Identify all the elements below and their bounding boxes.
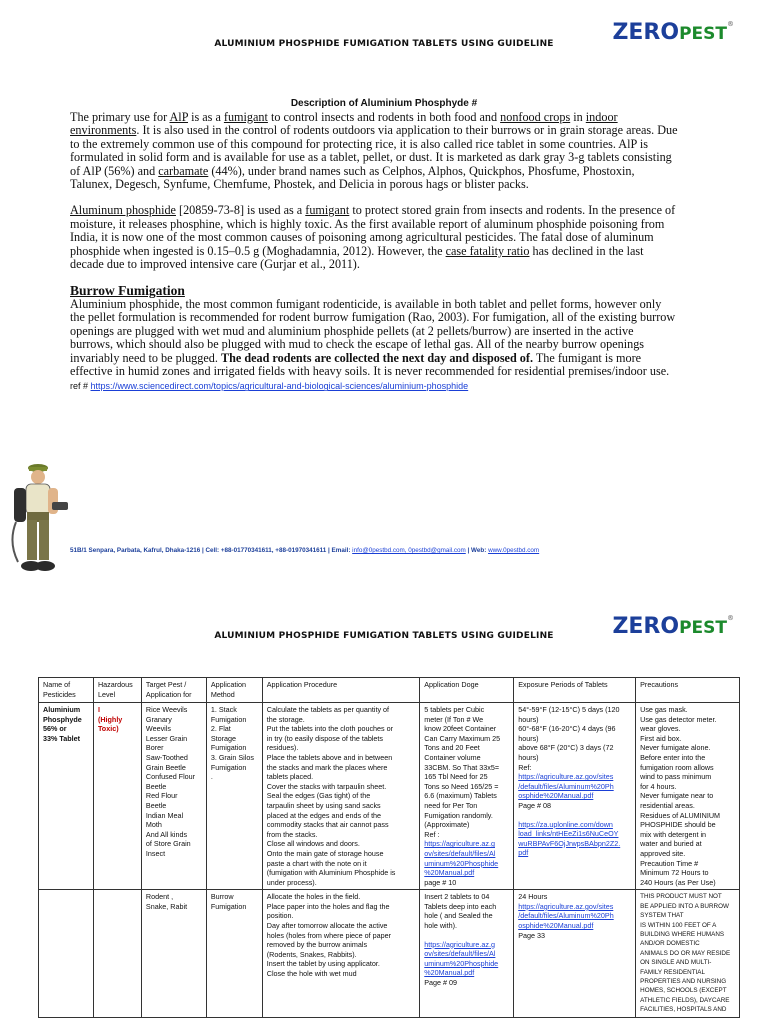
text-line: ANIMALS DO OR MAY RESIDE: [640, 949, 731, 957]
hazard-level-cell: [93, 703, 141, 890]
text-line: Minimum 72 Hours to: [640, 868, 709, 878]
text-line: Close all windows and doors.: [266, 839, 360, 849]
text-line: Fumigation randomly.: [424, 810, 493, 820]
text-line: the storage.: [266, 714, 305, 724]
text-run: has declined in the last decade due to improved intensive care (Gurjar et al., 2011).: [70, 243, 644, 272]
footer-web-link[interactable]: www.0pestbd.com: [488, 547, 540, 554]
text-line: 165 Tbl Need for 25: [424, 772, 488, 782]
text-line: HOMES, SCHOOLS (EXCEPT: [640, 987, 727, 995]
text-line: Beetle: [145, 781, 167, 791]
text-line: Insert the tablet by using applicator.: [266, 959, 380, 969]
text-line: Rodent ,: [145, 892, 174, 902]
header-cell: Exposure Periods of Tablets: [514, 678, 636, 703]
text-line: removed by the burrow animals: [266, 940, 368, 950]
text-line: .: [210, 772, 213, 782]
text-line: Close the hole with wet mud: [266, 969, 357, 979]
pest-control-mascot-image: [8, 462, 70, 580]
text-line: 33CBM. So That 33x5=: [424, 762, 500, 772]
text-run: in: [570, 110, 586, 124]
text-line: ov/sites/default/files/Al: [424, 848, 496, 858]
text-line: Residues of ALUMINIUM: [640, 810, 721, 820]
text-line: commodity stacks that air cannot pass: [266, 820, 389, 830]
table-header-row: [39, 678, 740, 703]
text-line: the stacks and mark the places where: [266, 762, 388, 772]
text-line: FAMILY RESIDENTIAL: [640, 968, 705, 976]
header-cell: Precautions: [636, 678, 740, 703]
text-line: hours): [518, 733, 539, 743]
application-method-cell: [206, 890, 262, 1017]
header-cell: Application Procedure: [262, 678, 420, 703]
text-line: 33% Tablet: [43, 733, 81, 743]
text-line: hole ( and Sealed the: [424, 911, 493, 921]
text-line: Beetle: [145, 800, 167, 810]
text-line: And All kinds: [145, 829, 188, 839]
text-line: First aid box.: [640, 733, 682, 743]
text-line: under process).: [266, 877, 317, 887]
text-run: to control insects and rodents in both food and: [267, 110, 501, 124]
text-line: /default/files/Aluminum%20Ph: [518, 781, 614, 791]
text-line: Day after tomorrow allocate the active: [266, 921, 388, 931]
text-line: in try (to easily dispose of the tablets: [266, 733, 384, 743]
text-run: to protect stored grain from insects and rodents. In the presence of moisture, it releases phosphine, which is highly toxic. As the first available report of aluminum phosphide poisoning from India, it is now one of the most common causes of poisoning among agricultural pesticides. The fatal dose of aluminum phosphide when ingested is 0.15–0.5 g (Moghadamnia, 2012). However, the: [70, 203, 676, 258]
text-line: SYSTEM THAT: [640, 912, 684, 920]
text-line: Fumigation: [210, 714, 247, 724]
text-line: Can Carry Maximum 25: [424, 733, 501, 743]
text-line: Before enter into the: [640, 752, 706, 762]
underlined-term: AlP: [169, 110, 189, 124]
text-line: Insect: [145, 848, 166, 858]
text-line: Moth: [145, 820, 162, 830]
text-line: 1. Stack: [210, 705, 237, 714]
text-line: 3. Grain Silos: [210, 752, 254, 762]
precautions-cell: [636, 703, 740, 890]
header-cell: Name of Pesticides: [39, 678, 94, 703]
text-line: %20Manual.pdf: [424, 968, 475, 978]
burrow-fumigation-heading: Burrow Fumigation: [70, 283, 185, 299]
text-line: pdf: [518, 848, 529, 858]
zeropest-logo: ZEROPEST®: [612, 20, 734, 45]
text-line: hole with).: [424, 921, 458, 931]
text-line: fumigation room allows: [640, 762, 714, 772]
underlined-term: indoor environments: [70, 110, 618, 138]
text-line: of Store Grain: [145, 839, 191, 849]
text-line: Phosphyde: [43, 714, 82, 724]
exposure-period-cell: 54°-59°F (12-15°C) 5 days (120 hours) 60°-68°F (16-20°C) 4 days (96 hours) above 68°F (20°C) 3 days (72 hours) Ref: https://agriculture.az.gov/sites /default/files/Aluminum%20Ph osphide%20Manual.pdf Page # 08 https://za.uplonline.com/down load_links/ntHEeZi1s6NuCeOY wuRBPAvF6OjJrwpsBAbpn2Z2. pdf: [514, 703, 636, 890]
text-line: %20Manual.pdf: [424, 868, 475, 878]
text-line: Snake, Rabit: [145, 901, 188, 911]
document-title: ALUMINIUM PHOSPHIDE FUMIGATION TABLETS USING GUIDELINE: [214, 631, 554, 641]
text-line: osphide%20Manual.pdf: [518, 791, 594, 801]
text-line: 5 tablets per Cubic: [424, 705, 485, 714]
text-line: Tons and 20 Feet: [424, 743, 480, 753]
exposure-reference-link[interactable]: [518, 772, 631, 801]
target-pest-cell: [141, 703, 206, 890]
text-line: IS WITHIN 100 FEET OF A: [640, 921, 717, 929]
text-line: Tons so Need 165/25 =: [424, 781, 499, 791]
text-line: 24 Hours: [518, 892, 548, 902]
text-line: Container volume: [424, 752, 481, 762]
text-line: mix with detergent in: [640, 829, 707, 839]
text-line: PROPERTIES AND NURSING: [640, 977, 727, 985]
application-dose-cell: 5 tablets per Cubic meter (If Ton # We know 20feet Container Can Carry Maximum 25 Tons and 20 Feet Container volume 33CBM. So That 33x5= 165 Tbl Need for 25 Tons so Need 165/25 = 6.6 (maximum) Tablets need for Per Ton Fumigation randomly. (Approximate) Ref : https://agriculture.az.g ov/sites/default/files/Al uminum%20Phosphide %20Manual.pdf page # 10: [420, 703, 514, 890]
text-line: (Highly: [97, 714, 123, 724]
text-line: https://agriculture.az.gov/sites: [518, 772, 614, 782]
text-line: Place the tablets above and in between: [266, 752, 393, 762]
text-line: Seal the edges (Gas tight) of the: [266, 791, 371, 801]
text-line: BUILDING WHERE HUMANS: [640, 930, 725, 938]
application-procedure-cell: [262, 703, 420, 890]
text-line: 60°-68°F (16-20°C) 4 days (96: [518, 724, 616, 734]
text-line: Use gas mask.: [640, 705, 688, 714]
text-line: Place paper into the holes and flag the: [266, 901, 390, 911]
text-line: Never fumigate near to: [640, 791, 714, 801]
text-line: tablets placed.: [266, 772, 314, 782]
text-line: Confused Flour: [145, 772, 196, 782]
zeropest-logo: ZEROPEST®: [612, 614, 734, 639]
text-line: Tablets deep into each: [424, 901, 497, 911]
text-run: (44%), under brand names such as Celphos, Alphos, Quickphos, Phosfume, Phostoxin, Talunex, Degesch, Synfume, Chemfume, Phostek, and Delicia in porous hags or blister packs.: [70, 163, 635, 192]
dose-reference-link[interactable]: [424, 940, 509, 978]
application-dose-cell: Insert 2 tablets to 04 Tablets deep into each hole ( and Sealed the hole with). https://agriculture.az.g ov/sites/default/files/Al uminum%20Phosphide %20Manual.pdf Page # 09: [420, 890, 514, 1017]
header-cell: Target Pest / Application for: [141, 678, 206, 703]
text-line: paste a chart with the note on it: [266, 858, 367, 868]
text-line: /default/files/Aluminum%20Ph: [518, 911, 614, 921]
text-line: hours): [518, 714, 539, 724]
text-run: Aluminium phosphide, the most common fumigant rodenticide, is available in both tablet and pellet forms, however only the pellet formulation is recommended for rodent burrow fumigation (Rao, 2003). For fumigation, all of the existing burrow openings are plugged with wet mud and aluminium phosphide pellets (at 2 pellets/burrow) are inserted in the active burrows, which should also be plugged with mud to check the escape of lethal gas. All of the nearby burrow openings invariably need to be plugged.: [70, 296, 676, 365]
text-line: Saw-Toothed: [145, 752, 188, 762]
text-line: ON SINGLE AND MULTI-: [640, 959, 712, 967]
footer-email-link[interactable]: info@0pestbd.com, 0pestbd@gmail.com: [352, 547, 466, 554]
text-run: The primary use for: [70, 110, 170, 124]
target-pest-cell: [141, 890, 206, 1017]
text-line: wind to pass minimum: [640, 772, 712, 782]
text-run: . It is also used in the control of rodents outdoors via application to their burrows or in grain storage areas. Due to the extremely common use of this compound for protecting rice, it is also called rice tablet in some countries. AlP is formulated in solid form and is available for use as a tablet, pellet, or dust. It is marketed as dark gray 3-g tablets consisting of AlP (56%) and: [70, 123, 678, 178]
text-line: Insert 2 tablets to 04: [424, 892, 490, 902]
text-line: ov/sites/default/files/Al: [424, 949, 496, 959]
underlined-term: carbamate: [158, 163, 209, 178]
text-line: placed at the edges and ends of the: [266, 810, 382, 820]
text-line: uminum%20Phosphide: [424, 858, 499, 868]
text-line: 2. Flat: [210, 724, 231, 734]
exposure-reference-link[interactable]: [518, 902, 631, 931]
text-line: (Approximate): [424, 820, 470, 830]
text-line: osphide%20Manual.pdf: [518, 921, 594, 931]
text-run: The fumigant is more effective in humid zones and irrigated fields with heavy soils. It is never recommended for residential premises/indoor use.: [70, 350, 670, 378]
text-line: know 20feet Container: [424, 724, 497, 734]
text-line: (Rodents, Snakes, Rabbits).: [266, 949, 357, 959]
underlined-term: fumigant: [305, 203, 350, 218]
text-line: Burrow: [210, 892, 234, 902]
text-line: approved site.: [640, 848, 686, 858]
text-line: 54°-59°F (12-15°C) 5 days (120: [518, 705, 620, 714]
table-row-aluminium-phosphide: [39, 703, 740, 890]
text-line: ATHLETIC FIELDS), DAYCARE: [640, 996, 730, 1004]
paragraph-aluminum-phosphide: [70, 204, 678, 271]
text-line: Borer: [145, 743, 164, 753]
text-line: BE APPLIED INTO A BURROW: [640, 902, 729, 910]
text-line: Rice Weevils: [145, 705, 188, 714]
text-line: uminum%20Phosphide: [424, 958, 499, 968]
text-line: Ref:: [518, 762, 532, 772]
reference-link[interactable]: https://www.sciencedirect.com/topics/agricultural-and-biological-sciences/aluminium-phosphide: [90, 381, 469, 392]
text-line: https://agriculture.az.gov/sites: [518, 901, 614, 911]
text-line: 56% or: [43, 724, 67, 734]
header-cell: Application Method: [206, 678, 262, 703]
pesticide-name-cell: [39, 890, 94, 1017]
document-page-2: [0, 586, 768, 1024]
text-line: Put the tablets into the cloth pouches or: [266, 724, 394, 734]
text-line: Fumigation: [210, 743, 247, 753]
exposure-reference-link-2[interactable]: [518, 820, 631, 858]
paragraph-burrow-fumigation: [70, 298, 678, 378]
header-cell: Application Doge: [420, 678, 514, 703]
text-line: Aluminium: [43, 705, 81, 714]
dose-reference-link[interactable]: [424, 839, 509, 877]
text-line: https://agriculture.az.g: [424, 839, 495, 849]
application-method-cell: [206, 703, 262, 890]
text-line: Cover the stacks with tarpaulin sheet.: [266, 781, 387, 791]
text-line: Use gas detector meter.: [640, 714, 717, 724]
footer-contact: 51B/1 Senpara, Parbata, Kafrul, Dhaka-1216 | Cell: +88-01770341611, +88-01970341611 | Email: info@0pestbd.com, 0pestbd@gmail.com | Web: www.0pestbd.com: [70, 547, 540, 554]
text-run: The dead rodents are collected the next day and disposed of.: [220, 350, 533, 365]
table-row-burrow: [39, 890, 740, 1017]
text-run: [20859-73-8] is used as a: [175, 203, 306, 218]
text-line: Lesser Grain: [145, 733, 188, 743]
text-line: https://za.uplonline.com/down: [518, 819, 613, 829]
text-line: wuRBPAvF6OjJrwpsBAbpn2Z2.: [518, 838, 621, 848]
text-line: hours): [518, 752, 539, 762]
text-line: Granary: [145, 714, 172, 724]
text-line: load_links/ntHEeZi1s6NuCeOY: [518, 829, 619, 839]
text-line: for 4 hours.: [640, 781, 677, 791]
underlined-term: Aluminum phosphide: [70, 203, 176, 218]
text-run: is as a: [188, 110, 224, 124]
pesticide-name-cell: [39, 703, 94, 890]
text-line: Allocate the holes in the field.: [266, 892, 361, 902]
text-line: 240 Hours (as Per Use): [640, 877, 716, 887]
guideline-table: [38, 677, 740, 1018]
text-line: water and buried at: [640, 839, 702, 849]
text-line: from the stacks.: [266, 829, 318, 839]
text-line: Indian Meal: [145, 810, 184, 820]
text-line: Fumigation: [210, 762, 247, 772]
text-line: Storage: [210, 733, 237, 743]
text-line: PHOSPHIDE should be: [640, 820, 716, 830]
reference-line: ref # https://www.sciencedirect.com/topics/agricultural-and-biological-sciences/aluminium-phosphide: [70, 381, 469, 392]
text-line: position.: [266, 911, 294, 921]
exposure-period-cell: 24 Hours https://agriculture.az.gov/sites /default/files/Aluminum%20Ph osphide%20Manual.pdf Page 33: [514, 890, 636, 1017]
description-heading: Description of Aluminium Phosphyde #: [290, 98, 478, 109]
paragraph-primary-use: [70, 111, 678, 191]
text-line: Precaution Time #: [640, 858, 699, 868]
text-line: Red Flour: [145, 791, 178, 801]
text-line: https://agriculture.az.g: [424, 939, 495, 949]
body-text: [70, 111, 678, 394]
text-line: Toxic): [97, 724, 119, 734]
text-line: meter (If Ton # We: [424, 714, 484, 724]
text-line: above 68°F (20°C) 3 days (72: [518, 743, 614, 753]
text-line: AND/OR DOMESTIC: [640, 940, 700, 948]
text-line: Onto the main gate of storage house: [266, 848, 384, 858]
text-line: residues).: [266, 743, 299, 753]
text-line: tarpaulin sheet by using sand sacks: [266, 800, 381, 810]
text-line: Grain Beetle: [145, 762, 186, 772]
header-cell: Hazardous Level: [93, 678, 141, 703]
text-line: wear gloves.: [640, 724, 681, 734]
text-line: FACILITIES, HOSPITALS AND: [640, 1006, 727, 1014]
application-procedure-cell: [262, 890, 420, 1017]
document-title: ALUMINIUM PHOSPHIDE FUMIGATION TABLETS USING GUIDELINE: [214, 39, 554, 49]
hazard-level-cell: [93, 890, 141, 1017]
text-line: THIS PRODUCT MUST NOT: [640, 893, 722, 901]
text-line: 6.6 (maximum) Tablets: [424, 791, 497, 801]
underlined-term: nonfood crops: [500, 110, 571, 124]
text-line: need for Per Ton: [424, 800, 478, 810]
text-line: Weevils: [145, 724, 171, 734]
text-line: Never fumigate alone.: [640, 743, 711, 753]
underlined-term: case fatality ratio: [445, 243, 530, 258]
text-line: (fumigation with Aluminium Phosphide is: [266, 868, 396, 878]
underlined-term: fumigant: [223, 110, 268, 124]
text-line: Fumigation: [210, 901, 247, 911]
text-line: Ref :: [424, 829, 440, 839]
precautions-cell: [636, 890, 740, 1017]
text-line: I: [97, 705, 100, 714]
text-line: residential areas.: [640, 800, 695, 810]
text-line: Calculate the tablets as per quantity of: [266, 705, 390, 714]
text-line: holes (holes from where piece of paper: [266, 930, 392, 940]
